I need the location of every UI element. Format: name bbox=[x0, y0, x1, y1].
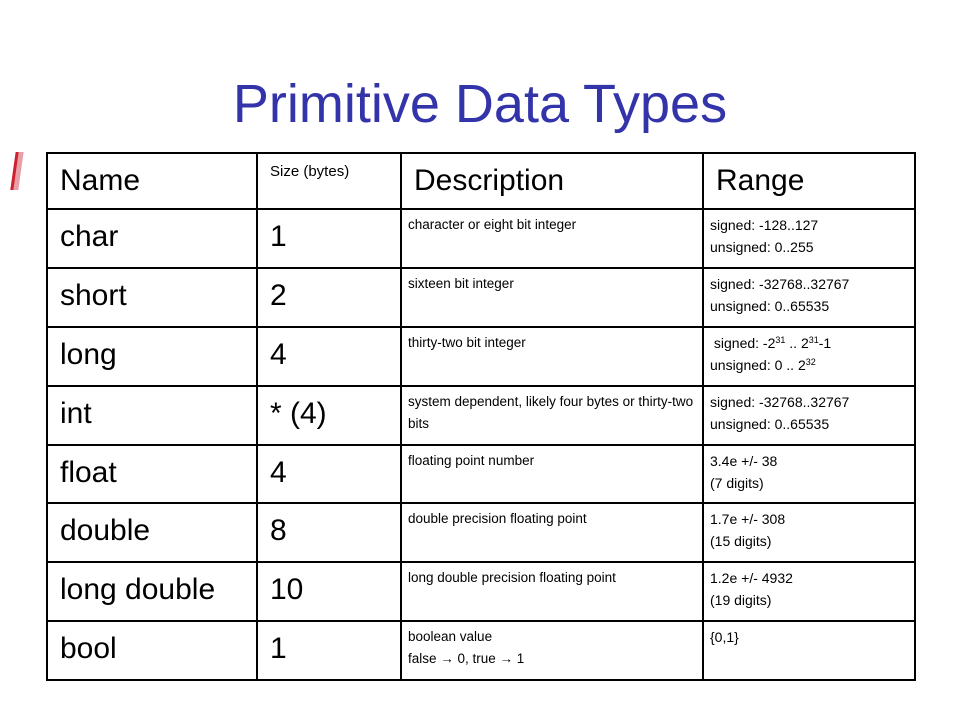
type-description: character or eight bit integer bbox=[401, 209, 703, 268]
type-size: * (4) bbox=[257, 386, 401, 445]
header-description: Description bbox=[401, 153, 703, 209]
table-row bbox=[47, 268, 915, 327]
range-exponent: 31 bbox=[775, 334, 786, 345]
range-text: unsigned: 0 .. 2 bbox=[710, 356, 806, 373]
type-size: 10 bbox=[257, 562, 401, 621]
range-line: 1.2e +/- 4932 bbox=[710, 570, 793, 587]
type-range bbox=[703, 327, 915, 386]
type-name: double bbox=[47, 503, 257, 562]
table-row bbox=[47, 327, 915, 386]
description-line: false → 0, true → 1 bbox=[408, 651, 525, 667]
data-types-table bbox=[46, 152, 916, 681]
bullet-marker-icon bbox=[10, 152, 23, 190]
header-name: Name bbox=[47, 153, 257, 209]
type-description: sixteen bit integer bbox=[401, 268, 703, 327]
type-range bbox=[703, 268, 915, 327]
range-line: signed: -32768..32767 bbox=[710, 275, 850, 292]
type-range bbox=[703, 386, 915, 445]
range-line: {0,1} bbox=[710, 629, 739, 646]
range-line: signed: -128..127 bbox=[710, 217, 819, 233]
range-line bbox=[710, 332, 908, 354]
header-range: Range bbox=[703, 153, 915, 209]
type-size: 2 bbox=[257, 268, 401, 327]
header-size: Size (bytes) bbox=[257, 153, 401, 209]
type-size: 4 bbox=[257, 445, 401, 504]
type-description: thirty-two bit integer bbox=[401, 327, 703, 386]
type-description: system dependent, likely four bytes or thirty-two bits bbox=[401, 386, 703, 445]
type-size: 8 bbox=[257, 503, 401, 562]
range-line: (7 digits) bbox=[710, 474, 764, 491]
range-line: (15 digits) bbox=[710, 533, 772, 550]
type-description: double precision floating point bbox=[401, 503, 703, 562]
type-name: long bbox=[47, 327, 257, 386]
type-description: floating point number bbox=[401, 445, 703, 504]
description-line: boolean value bbox=[408, 629, 493, 645]
type-range bbox=[703, 209, 915, 268]
type-range bbox=[703, 621, 915, 680]
table-header-row bbox=[47, 153, 915, 209]
table-row bbox=[47, 503, 915, 562]
slide-title: Primitive Data Types bbox=[232, 74, 728, 134]
range-text: signed: -2 bbox=[713, 334, 776, 351]
type-range bbox=[703, 503, 915, 562]
type-name: float bbox=[47, 445, 257, 504]
range-exponent: 32 bbox=[805, 356, 816, 367]
type-name: int bbox=[47, 386, 257, 445]
range-line bbox=[710, 354, 908, 376]
range-line: 1.7e +/- 308 bbox=[710, 511, 786, 528]
type-name: bool bbox=[47, 621, 257, 680]
range-line: (19 digits) bbox=[710, 592, 772, 609]
table-row bbox=[47, 621, 915, 680]
type-range bbox=[703, 445, 915, 504]
type-description: long double precision floating point bbox=[401, 562, 703, 621]
type-size: 1 bbox=[257, 621, 401, 680]
type-range bbox=[703, 562, 915, 621]
table-row bbox=[47, 386, 915, 445]
table-row bbox=[47, 209, 915, 268]
range-line: unsigned: 0..65535 bbox=[710, 297, 830, 314]
range-text: -1 bbox=[818, 334, 832, 351]
type-size: 1 bbox=[257, 209, 401, 268]
type-name: long double bbox=[47, 562, 257, 621]
table-row bbox=[47, 562, 915, 621]
range-line: unsigned: 0..65535 bbox=[710, 415, 830, 432]
range-line: signed: -32768..32767 bbox=[710, 393, 850, 410]
range-text: .. 2 bbox=[785, 334, 809, 351]
table-row bbox=[47, 445, 915, 504]
type-name: char bbox=[47, 209, 257, 268]
type-name: short bbox=[47, 268, 257, 327]
range-line: 3.4e +/- 38 bbox=[710, 452, 778, 469]
range-exponent: 31 bbox=[808, 334, 819, 345]
type-description bbox=[401, 621, 703, 680]
type-size: 4 bbox=[257, 327, 401, 386]
range-line: unsigned: 0..255 bbox=[710, 239, 814, 255]
